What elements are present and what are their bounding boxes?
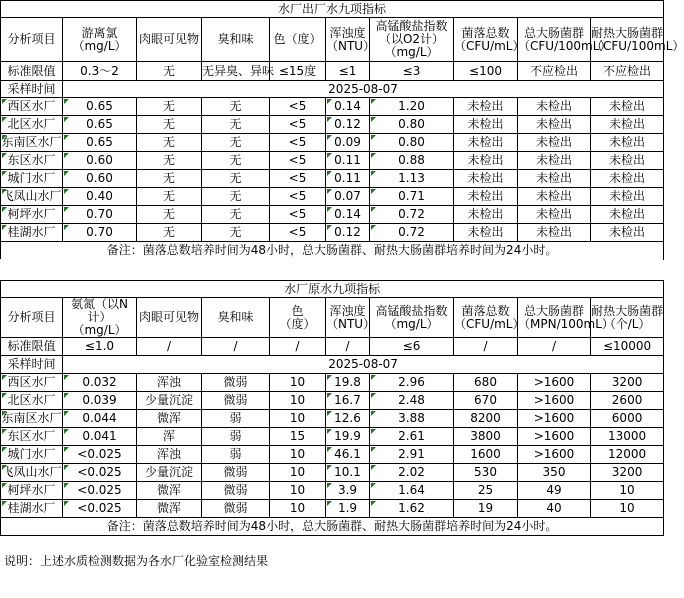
value-cell: <0.025 (63, 500, 137, 518)
plant-name-cell: 东南区水厂 (1, 134, 63, 152)
value-cell: 46.1 (326, 446, 370, 464)
plant-name-cell: 东区水厂 (1, 152, 63, 170)
value-cell: 0.041 (63, 428, 137, 446)
value-cell: 0.72 (370, 224, 454, 242)
value-cell: 浑 (137, 428, 202, 446)
value-cell: 未检出 (518, 152, 591, 170)
value-cell: 15 (270, 428, 326, 446)
column-header: 菌落总数 （CFU/mL） (454, 18, 518, 62)
standard-limit-cell: ≤6 (370, 338, 454, 356)
standard-limit-cell: 0.3～2 (63, 62, 137, 81)
table-row (1, 428, 664, 446)
value-cell: 未检出 (591, 134, 664, 152)
value-cell: 未检出 (591, 170, 664, 188)
outlet-water-table (0, 0, 684, 260)
value-cell: 无 (202, 134, 270, 152)
column-header: 总大肠菌群 （CFU/100mL） (518, 18, 591, 62)
value-cell: <5 (270, 134, 326, 152)
value-cell: 1.20 (370, 98, 454, 116)
standard-limit-cell: ≤10000 (591, 338, 664, 356)
value-cell: >1600 (518, 374, 591, 392)
value-cell: 3200 (591, 464, 664, 482)
value-cell: 0.044 (63, 410, 137, 428)
plant-name-cell: 东南区水厂 (1, 410, 63, 428)
plant-name-cell: 飞凤山水厂 (1, 464, 63, 482)
value-cell: 10 (591, 500, 664, 518)
value-cell: 16.7 (326, 392, 370, 410)
value-cell: 无 (202, 206, 270, 224)
value-cell: <5 (270, 170, 326, 188)
table-row (1, 206, 664, 224)
value-cell: 0.12 (326, 116, 370, 134)
value-cell: 未检出 (454, 188, 518, 206)
column-header: 总大肠菌群 （MPN/100mL） (518, 298, 591, 338)
standard-limit-cell: / (137, 338, 202, 356)
plant-name-cell: 城门水厂 (1, 446, 63, 464)
column-header: 色 （度） (270, 298, 326, 338)
value-cell: 未检出 (518, 134, 591, 152)
plant-name-cell: 桂湖水厂 (1, 500, 63, 518)
value-cell: 10 (270, 446, 326, 464)
value-cell: 12000 (591, 446, 664, 464)
value-cell: 10 (270, 482, 326, 500)
value-cell: 浑浊 (137, 374, 202, 392)
column-header: 耐热大肠菌群 （CFU/100mL） (591, 18, 664, 62)
table-row (1, 188, 664, 206)
value-cell: 未检出 (591, 188, 664, 206)
value-cell: <5 (270, 224, 326, 242)
standard-limit-cell: / (518, 338, 591, 356)
table-row (1, 410, 664, 428)
value-cell: 1.62 (370, 500, 454, 518)
value-cell: 0.07 (326, 188, 370, 206)
value-cell: 2.91 (370, 446, 454, 464)
value-cell: 未检出 (454, 152, 518, 170)
value-cell: 19.9 (326, 428, 370, 446)
value-cell: 680 (454, 374, 518, 392)
plant-name-cell: 北区水厂 (1, 116, 63, 134)
value-cell: >1600 (518, 392, 591, 410)
value-cell: 0.65 (63, 134, 137, 152)
standard-limit-cell: ≤100 (454, 62, 518, 81)
standard-limit-cell: / (454, 338, 518, 356)
standard-limit-cell: ≤15度 (270, 62, 326, 81)
value-cell: >1600 (518, 428, 591, 446)
value-cell: 未检出 (518, 116, 591, 134)
value-cell: 未检出 (591, 206, 664, 224)
value-cell: 8200 (454, 410, 518, 428)
column-header: 肉眼可见物 (137, 18, 202, 62)
value-cell: 19.8 (326, 374, 370, 392)
value-cell: 2600 (591, 392, 664, 410)
value-cell: 0.88 (370, 152, 454, 170)
standard-limit-cell: 不应检出 (591, 62, 664, 81)
standard-limit-label: 标准限值 (1, 62, 63, 81)
value-cell: 无 (202, 116, 270, 134)
column-header: 浑浊度 （NTU） (326, 298, 370, 338)
table-note: 备注：菌落总数培养时间为48小时，总大肠菌群、耐热大肠菌群培养时间为24小时。 (1, 518, 664, 536)
value-cell: 未检出 (454, 134, 518, 152)
standard-limit-cell: ≤1 (326, 62, 370, 81)
value-cell: 0.60 (63, 152, 137, 170)
value-cell: 0.80 (370, 134, 454, 152)
table-row (1, 392, 664, 410)
value-cell: 40 (518, 500, 591, 518)
plant-name-cell: 柯坪水厂 (1, 482, 63, 500)
value-cell: 未检出 (454, 116, 518, 134)
value-cell: 无 (137, 206, 202, 224)
column-header: 高锰酸盐指数 （mg/L） (370, 298, 454, 338)
plant-name-cell: 飞凤山水厂 (1, 188, 63, 206)
plant-name-cell: 城门水厂 (1, 170, 63, 188)
value-cell: 微弱 (202, 374, 270, 392)
value-cell: 0.70 (63, 206, 137, 224)
value-cell: 1600 (454, 446, 518, 464)
value-cell: 0.09 (326, 134, 370, 152)
value-cell: 670 (454, 392, 518, 410)
column-header: 浑浊度 （NTU） (326, 18, 370, 62)
standard-limit-cell: 无异臭、异味 (202, 62, 270, 81)
value-cell: 10 (270, 500, 326, 518)
value-cell: 13000 (591, 428, 664, 446)
standard-limit-cell: 不应检出 (518, 62, 591, 81)
column-header: 臭和味 (202, 298, 270, 338)
value-cell: 0.80 (370, 116, 454, 134)
value-cell: 未检出 (454, 170, 518, 188)
table-header-row (1, 18, 664, 62)
table-row (1, 170, 664, 188)
value-cell: 12.6 (326, 410, 370, 428)
value-cell: 弱 (202, 410, 270, 428)
sample-date: 2025-08-07 (63, 356, 664, 374)
column-header: 耐热大肠菌群 （个/L） (591, 298, 664, 338)
value-cell: 2.02 (370, 464, 454, 482)
value-cell: 无 (202, 224, 270, 242)
value-cell: 弱 (202, 428, 270, 446)
value-cell: 少量沉淀 (137, 392, 202, 410)
value-cell: 2.61 (370, 428, 454, 446)
value-cell: 10 (270, 410, 326, 428)
table-header-row (1, 298, 664, 338)
value-cell: 未检出 (454, 98, 518, 116)
value-cell: 19 (454, 500, 518, 518)
value-cell: <5 (270, 206, 326, 224)
standard-limit-row (1, 62, 664, 81)
value-cell: 未检出 (518, 224, 591, 242)
standard-limit-cell: / (326, 338, 370, 356)
value-cell: 微弱 (202, 464, 270, 482)
value-cell: 2.48 (370, 392, 454, 410)
table-row (1, 464, 664, 482)
plant-name-cell: 北区水厂 (1, 392, 63, 410)
value-cell: <0.025 (63, 482, 137, 500)
value-cell: 350 (518, 464, 591, 482)
column-header: 臭和味 (202, 18, 270, 62)
value-cell: 0.14 (326, 98, 370, 116)
value-cell: 0.71 (370, 188, 454, 206)
standard-limit-label: 标准限值 (1, 338, 63, 356)
value-cell: 0.65 (63, 98, 137, 116)
value-cell: 未检出 (518, 188, 591, 206)
value-cell: 0.14 (326, 206, 370, 224)
value-cell: >1600 (518, 410, 591, 428)
value-cell: 无 (137, 134, 202, 152)
value-cell: 未检出 (454, 206, 518, 224)
table-row (1, 482, 664, 500)
value-cell: 0.60 (63, 170, 137, 188)
table-row (1, 446, 664, 464)
value-cell: 未检出 (518, 170, 591, 188)
plant-name-cell: 柯坪水厂 (1, 206, 63, 224)
value-cell: 微弱 (202, 392, 270, 410)
value-cell: 无 (137, 188, 202, 206)
table-row (1, 98, 664, 116)
value-cell: 0.65 (63, 116, 137, 134)
value-cell: 1.64 (370, 482, 454, 500)
value-cell: 未检出 (591, 152, 664, 170)
standard-limit-cell: 无 (137, 62, 202, 81)
standard-limit-cell: ≤1.0 (63, 338, 137, 356)
column-header: 菌落总数 （CFU/mL） (454, 298, 518, 338)
sample-date: 2025-08-07 (63, 81, 664, 98)
column-header: 高锰酸盐指数 （以O2计） （mg/L） (370, 18, 454, 62)
value-cell: 0.11 (326, 170, 370, 188)
value-cell: 3200 (591, 374, 664, 392)
value-cell: 1.9 (326, 500, 370, 518)
value-cell: 微浑 (137, 500, 202, 518)
column-header: 游离氯 （mg/L） (63, 18, 137, 62)
value-cell: <5 (270, 188, 326, 206)
value-cell: 10 (591, 482, 664, 500)
value-cell: 无 (202, 188, 270, 206)
standard-limit-cell: ≤3 (370, 62, 454, 81)
value-cell: 无 (137, 116, 202, 134)
value-cell: 1.13 (370, 170, 454, 188)
value-cell: 未检出 (591, 116, 664, 134)
plant-name-cell: 桂湖水厂 (1, 224, 63, 242)
plant-name-cell: 西区水厂 (1, 374, 63, 392)
value-cell: 无 (202, 152, 270, 170)
value-cell: 微浑 (137, 410, 202, 428)
sample-time-label: 采样时间 (1, 81, 63, 98)
standard-limit-cell: / (202, 338, 270, 356)
value-cell: 微弱 (202, 482, 270, 500)
value-cell: 少量沉淀 (137, 464, 202, 482)
value-cell: 无 (137, 224, 202, 242)
value-cell: >1600 (518, 446, 591, 464)
value-cell: 49 (518, 482, 591, 500)
value-cell: 0.032 (63, 374, 137, 392)
value-cell: 微浑 (137, 482, 202, 500)
value-cell: 未检出 (518, 98, 591, 116)
value-cell: 0.12 (326, 224, 370, 242)
table-row (1, 224, 664, 242)
value-cell: 弱 (202, 446, 270, 464)
column-header: 分析项目 (1, 18, 63, 62)
value-cell: 无 (137, 98, 202, 116)
value-cell: 10 (270, 392, 326, 410)
column-header: 分析项目 (1, 298, 63, 338)
value-cell: 10 (270, 374, 326, 392)
table-row (1, 500, 664, 518)
value-cell: 微弱 (202, 500, 270, 518)
value-cell: 3.9 (326, 482, 370, 500)
value-cell: 2.96 (370, 374, 454, 392)
value-cell: 3.88 (370, 410, 454, 428)
value-cell: <0.025 (63, 464, 137, 482)
value-cell: 无 (202, 170, 270, 188)
value-cell: 0.11 (326, 152, 370, 170)
table-title: 水厂原水九项指标 (1, 281, 664, 298)
value-cell: 530 (454, 464, 518, 482)
plant-name-cell: 东区水厂 (1, 428, 63, 446)
footer-note: 说明：上述水质检测数据为各水厂化验室检测结果 (4, 554, 269, 568)
value-cell: 6000 (591, 410, 664, 428)
column-header: 色（度） (270, 18, 326, 62)
value-cell: 0.40 (63, 188, 137, 206)
value-cell: 0.039 (63, 392, 137, 410)
value-cell: <5 (270, 116, 326, 134)
table-note: 备注：菌落总数培养时间为48小时，总大肠菌群、耐热大肠菌群培养时间为24小时。 (1, 242, 664, 260)
value-cell: 无 (137, 170, 202, 188)
value-cell: 0.70 (63, 224, 137, 242)
value-cell: <5 (270, 152, 326, 170)
value-cell: <0.025 (63, 446, 137, 464)
table-row (1, 134, 664, 152)
value-cell: 10.1 (326, 464, 370, 482)
value-cell: 无 (137, 152, 202, 170)
value-cell: 3800 (454, 428, 518, 446)
value-cell: 25 (454, 482, 518, 500)
value-cell: 未检出 (591, 224, 664, 242)
column-header: 肉眼可见物 (137, 298, 202, 338)
raw-water-table (0, 280, 664, 536)
table-row (1, 116, 664, 134)
value-cell: 未检出 (518, 206, 591, 224)
sample-time-label: 采样时间 (1, 356, 63, 374)
plant-name-cell: 西区水厂 (1, 98, 63, 116)
table-row (1, 152, 664, 170)
value-cell: 无 (202, 98, 270, 116)
value-cell: 0.72 (370, 206, 454, 224)
value-cell: 未检出 (591, 98, 664, 116)
standard-limit-row (1, 338, 664, 356)
standard-limit-cell: / (270, 338, 326, 356)
value-cell: <5 (270, 98, 326, 116)
table-row (1, 374, 664, 392)
value-cell: 未检出 (454, 224, 518, 242)
value-cell: 10 (270, 464, 326, 482)
value-cell: 浑浊 (137, 446, 202, 464)
table-title: 水厂出厂水九项指标 (1, 1, 664, 18)
column-header: 氨氮（以N计） （mg/L） (63, 298, 137, 338)
